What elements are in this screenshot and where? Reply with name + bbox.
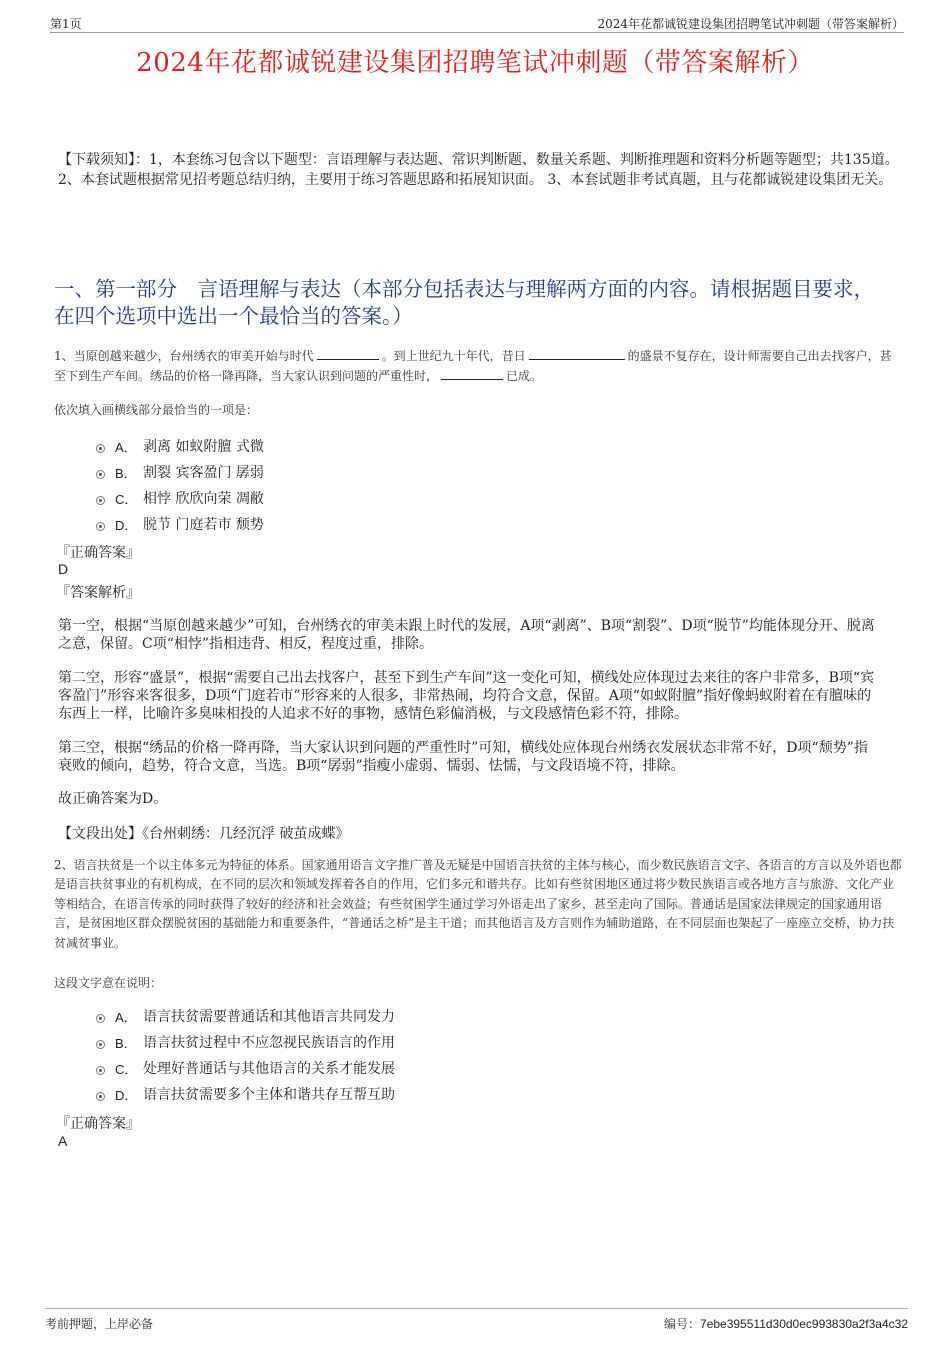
answer-value: A [58,1133,68,1149]
answer-label: 『正确答案』 [56,545,140,561]
question-2-stem: 这段文字意在说明： [54,976,163,990]
radio-icon[interactable] [96,1040,105,1049]
question-2-text: 2、语言扶贫是一个以主体多元为特征的体系。国家通用语言文字推广普及无疑是中国语言扶贫的主体与核心，而少数民族语言文字、各语言的方言以及外语也都是语言扶贫事业的有机构成，在不同的层次和领域发挥着各自的作用，它们多元和谐共存。比如有些贫困地区通过将少数民族语言或各地方言与旅游、文化产业等相结合，在语言传承的同时获得了较好的经济和社会效益；有些贫困学生通过学习外语走出了家乡，甚至走向了国际。普通话是国家法律规定的国家通用语言，是贫困地区群众摆脱贫困的基础能力和重要条件，“普通话之桥”是主干道；而其他语言及方言则作为辅助道路，在不同层面也架起了一座座立交桥，协力扶贫减贫事业。 [54,858,902,950]
option-c[interactable]: C． 处理好普通话与其他语言的关系才能发展 [96,1055,395,1081]
download-notice: 【下载须知】：1，本套练习包含以下题型：言语理解与表达题、常识判断题、数量关系题、判断推理题和资料分析题等题型；共135道。 2、本套试题根据常见招考题总结归纳，主要用于练习答题思路和拓展知识面。 3、本套试题非考试真题，且与花都诚锐建设集团无关。 [58,152,899,188]
fill-blank [529,346,625,360]
footer-code-value: 7ebe395511d30d0ec993830a2f3a4c32 [700,1317,908,1331]
analysis-label: 『答案解析』 [56,585,140,601]
option-text: 语言扶贫需要普通话和其他语言共同发力 [143,1009,395,1025]
option-d[interactable]: D． 脱节 门庭若市 颓势 [96,511,264,537]
radio-icon[interactable] [96,1092,105,1101]
footer-slogan: 考前押题，上岸必备 [45,1317,154,1331]
option-text: 割裂 宾客盈门 孱弱 [143,465,264,481]
page-title: 2024年花都诚锐建设集团招聘笔试冲刺题（带答案解析） [136,48,814,78]
option-a[interactable]: A． 剥离 如蚁附膻 式微 [96,433,264,459]
fill-blank [317,346,379,360]
answer-label: 『正确答案』 [56,1116,140,1132]
answer-value: D [58,561,69,577]
analysis-conclusion: 故正确答案为D。 [58,791,168,807]
option-a[interactable]: A． 语言扶贫需要普通话和其他语言共同发力 [96,1003,395,1029]
radio-icon[interactable] [96,522,105,531]
radio-icon[interactable] [96,496,105,505]
option-text: 处理好普通话与其他语言的关系才能发展 [143,1061,395,1077]
option-c[interactable]: C． 相悖 欣欣向荣 凋敝 [96,485,264,511]
footer-code [664,1315,908,1332]
radio-icon[interactable] [96,470,105,479]
page-footer [45,1308,908,1335]
radio-icon[interactable] [96,1066,105,1075]
source-citation: 【文段出处】《台州刺绣：几经沉浮 破茧成蝶》 [58,826,350,842]
option-b[interactable]: B． 割裂 宾客盈门 孱弱 [96,459,264,485]
analysis-paragraph-1: 第一空，根据“当原创越来越少”可知，台州绣衣的审美未跟上时代的发展，A项“剥离”、B项“割裂”、D项“脱节”均能体现分开、脱离之意，保留。C项“相悖”指相违背、相反，程度过重，排除。 [58,618,875,652]
q1-part4: 已成。 [506,369,543,383]
radio-icon[interactable] [96,444,105,453]
page-number: 第1页 [50,17,82,31]
question-1-stem: 依次填入画横线部分最恰当的一项是： [54,403,259,417]
question-2-options [96,1003,395,1107]
option-b[interactable]: B． 语言扶贫过程中不应忽视民族语言的作用 [96,1029,395,1055]
analysis-paragraph-2: 第二空，形容“盛景”，根据“需要自己出去找客户，甚至下到生产车间”这一变化可知，横线处应体现过去来往的客户非常多，B项“宾客盈门”形容来客很多，D项“门庭若市”形容来的人很多，非常热闹，均符合文意，保留。A项“如蚁附膻”指好像蚂蚁附着在有膻味的东西上一样，比喻许多臭味相投的人追求不好的事物，感情色彩偏消极，与文段感情色彩不符，排除。 [58,670,875,722]
q1-part2: 。到上世纪九十年代，昔日 [381,349,526,363]
option-text: 语言扶贫过程中不应忽视民族语言的作用 [143,1035,395,1051]
question-1-options [96,433,264,537]
option-text: 相悖 欣欣向荣 凋敝 [143,491,264,507]
radio-icon[interactable] [96,1014,105,1023]
q1-part1: 1、当原创越来越少，台州绣衣的审美开始与时代 [54,349,314,363]
option-text: 剥离 如蚁附膻 式微 [143,439,264,455]
question-1-text [54,346,902,386]
section-heading: 一、第一部分 言语理解与表达（本部分包括表达与理解两方面的内容。请根据题目要求，在四个选项中选出一个最恰当的答案。） [54,277,874,328]
option-text: 脱节 门庭若市 颓势 [143,517,264,533]
analysis-paragraph-3: 第三空，根据“绣品的价格一降再降，当大家认识到问题的严重性时”可知，横线处应体现台州绣衣发展状态非常不好，D项“颓势”指衰败的倾向，趋势，符合文意，当选。B项“孱弱”指瘦小虚弱、懦弱、怯懦，与文段语境不符，排除。 [58,740,868,774]
fill-blank [441,366,503,380]
page-header [50,12,904,33]
option-d[interactable]: D． 语言扶贫需要多个主体和谐共存互帮互助 [96,1081,395,1107]
footer-code-label: 编号： [664,1317,701,1331]
option-text: 语言扶贫需要多个主体和谐共存互帮互助 [143,1087,395,1103]
header-doc-title: 2024年花都诚锐建设集团招聘笔试冲刺题（带答案解析） [597,17,904,31]
q1-part3: 的盛景不复存在，设计师需要自己出去找客户，甚至下到生产车间。绣品的价格一降再降，当大家认识到问题的严重性时， [54,349,892,383]
